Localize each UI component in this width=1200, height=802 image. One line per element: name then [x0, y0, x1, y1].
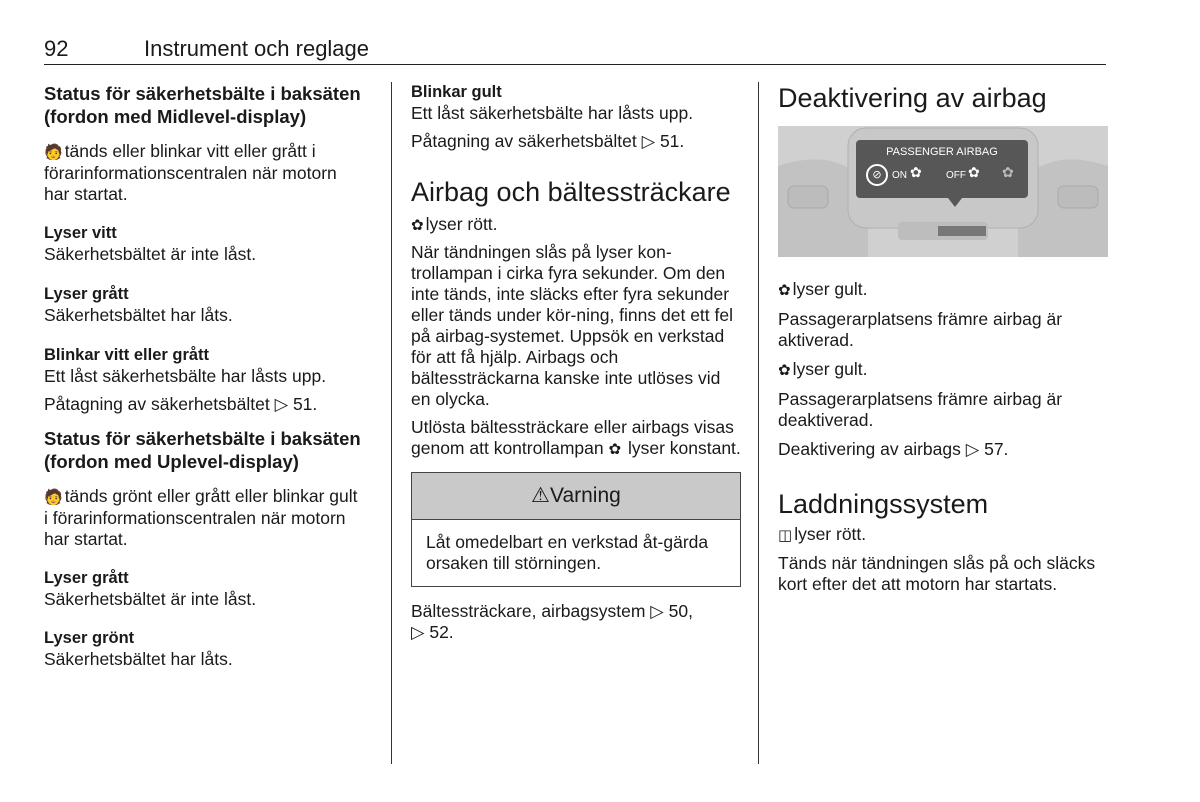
airbag-paragraph-2: Utlösta bältessträckare eller airbags visas genom att kontrollampan ✿ lyser konstant.	[411, 417, 741, 458]
uplevel-paragraph: 🧑 tänds grönt eller grått eller blinkar gult i förarinformationscentralen när motorn har startat.	[44, 486, 358, 549]
text-blinkar: Ett låst säkerhetsbälte har låsts upp.	[44, 366, 327, 386]
passenger-airbag-indicator-image	[778, 126, 1108, 257]
warning-text: Låt omedelbart en verkstad åt-gärda orsaken till störningen.	[426, 532, 709, 573]
text-lyser-vitt: Säkerhetsbältet är inte låst.	[44, 244, 257, 264]
text-lyser-gratt: Säkerhetsbältet har låts.	[44, 305, 233, 325]
section-heading-midlevel: Status för säkerhetsbälte i baksäten (fordon med Midlevel-display)	[44, 83, 361, 127]
page-ref-arrow-icon: ▷	[274, 394, 289, 414]
airbag-off-label: OFF	[946, 170, 966, 181]
midlevel-paragraph: 🧑 tänds eller blinkar vitt eller grått i förarinformationscentralen när motorn har startat.	[44, 141, 337, 204]
warning-box	[411, 472, 741, 587]
reference-patagning: Påtagning av säkerhetsbältet ▷ 51.	[44, 394, 318, 414]
airbag-warning-icon: ✿	[411, 217, 424, 234]
airbag-on-label: ON	[892, 170, 907, 181]
airbag-warning-icon: ✿	[608, 441, 622, 458]
seatbelt-icon: 🧑	[44, 489, 63, 506]
page-number: 92	[44, 36, 69, 61]
warning-triangle-icon: ⚠	[531, 484, 550, 507]
reference-deaktivering: Deaktivering av airbags ▷ 57.	[778, 439, 1009, 459]
page-ref-arrow-icon: ▷	[965, 439, 980, 459]
reference-baltessträckare: Bältessträckare, airbagsystem ▷ 50, ▷ 52.	[411, 601, 693, 642]
chapter-title: Instrument och reglage	[144, 36, 370, 61]
airbag-indicator-line: ✿ lyser rött.	[411, 214, 498, 234]
airbag-off-icon: ✿	[778, 362, 791, 379]
battery-indicator-line: ◫ lyser rött.	[778, 524, 867, 544]
airbag-off-circle-icon: ⊘	[866, 164, 888, 186]
text-up-gront: Säkerhetsbältet har låts.	[44, 649, 233, 669]
column-right	[778, 82, 1108, 595]
page-ref-arrow-icon: ▷	[650, 601, 664, 621]
subheading-lyser-vitt: Lyser vitt	[44, 224, 117, 242]
airbag-off-line: ✿ lyser gult.	[778, 359, 868, 379]
subheading-lyser-gratt: Lyser grått	[44, 285, 129, 303]
column-middle	[411, 82, 741, 643]
seat-occupied-icon: ✿	[1002, 164, 1014, 180]
battery-icon: ◫	[778, 527, 793, 544]
section-heading-laddning: Laddningssystem	[778, 489, 989, 519]
airbag-on-text: Passagerarplatsens främre airbag är aktiverad.	[778, 309, 1063, 350]
column-left	[44, 82, 366, 670]
airbag-on-icon: ✿	[778, 282, 791, 299]
page-ref-arrow-icon: ▷	[641, 131, 656, 151]
subheading-up-gratt: Lyser grått	[44, 569, 129, 587]
subheading-blinkar-gult: Blinkar gult	[411, 83, 502, 101]
column-divider-2	[758, 82, 759, 764]
section-heading-uplevel: Status för säkerhetsbälte i baksäten (fordon med Uplevel-display)	[44, 428, 361, 472]
subheading-blinkar: Blinkar vitt eller grått	[44, 346, 210, 364]
airbag-on-icon: ✿	[910, 164, 922, 180]
text-up-gratt: Säkerhetsbältet är inte låst.	[44, 589, 257, 609]
column-divider-1	[391, 82, 392, 764]
airbag-paragraph-1: När tändningen slås på lyser kon-trollampan i cirka fyra sekunder. Om den inte tänds, inte släcks efter fyra sekunder eller tänds under kör-ning, finns det ett fel på airbag-systemet. Uppsök en verkstad för att få hjälp. Airbags och bältessträckarna kanske inte utlöses vid en olycka.	[411, 242, 733, 409]
warning-title: Varning	[550, 484, 621, 507]
airbag-off-icon: ✿	[968, 164, 980, 180]
section-heading-deaktivering: Deaktivering av airbag	[778, 83, 1047, 113]
text-blinkar-gult: Ett låst säkerhetsbälte har låsts upp.	[411, 103, 694, 123]
subheading-up-gront: Lyser grönt	[44, 629, 135, 647]
reference-patagning-2: Påtagning av säkerhetsbältet ▷ 51.	[411, 131, 685, 151]
page-ref-arrow-icon: ▷	[411, 622, 425, 642]
section-heading-airbag: Airbag och bältessträckare	[411, 177, 731, 207]
airbag-off-text: Passagerarplatsens främre airbag är deaktiverad.	[778, 389, 1063, 430]
laddning-text: Tänds när tändningen slås på och släcks kort efter det att motorn har startats.	[778, 553, 1096, 594]
page-header	[44, 30, 1106, 65]
panel-pointer	[948, 198, 962, 207]
warning-header	[412, 473, 740, 520]
airbag-status-panel	[856, 140, 1028, 198]
airbag-panel-label: PASSENGER AIRBAG	[886, 146, 998, 158]
airbag-on-line: ✿ lyser gult.	[778, 279, 868, 299]
seatbelt-icon: 🧑	[44, 144, 63, 161]
